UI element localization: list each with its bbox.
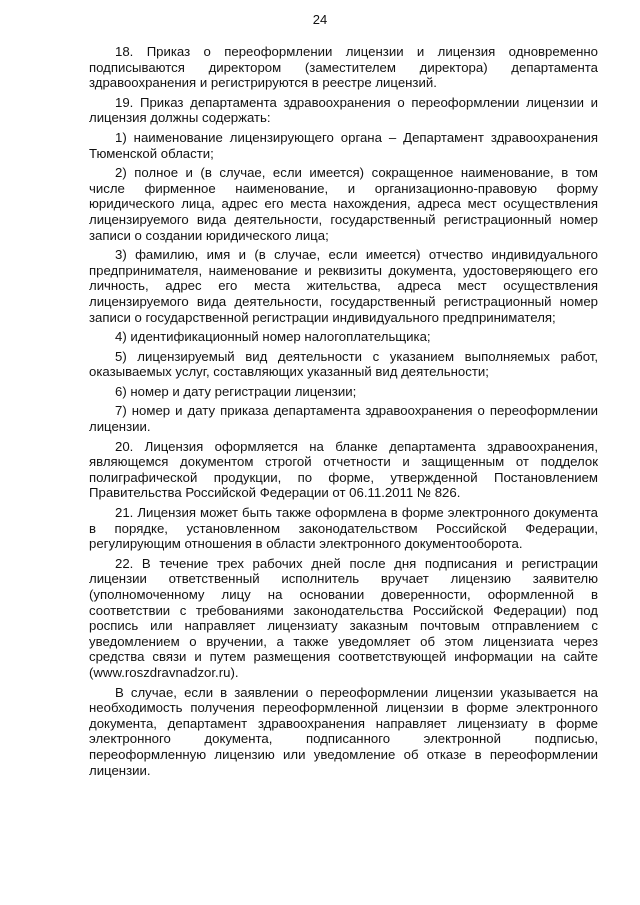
list-item-5: 5) лицензируемый вид деятельности с указанием выполняемых работ, оказываемых услуг, составляющих указанный вид деятельности;: [89, 348, 598, 380]
list-item-7: 7) номер и дату приказа департамента здравоохранения о переоформлении лицензии.: [89, 403, 598, 435]
list-item-6: 6) номер и дату регистрации лицензии;: [115, 383, 357, 399]
paragraph-18: 18. Приказ о переоформлении лицензии и лицензия одновременно подписываются директором (заместителем директора) департамента здравоохранения и регистрируются в реестре лицензий.: [89, 44, 598, 91]
list-item-3: 3) фамилию, имя и (в случае, если имеется) отчество индивидуального предпринимателя, наименование и реквизиты документа, удостоверяющего его личность, адрес его места жительства, адреса мест осуществления лицензируемого вида деятельности, государственный регистрационный номер записи о государственной регистрации индивидуального предпринимателя;: [89, 247, 598, 325]
list-item-4: 4) идентификационный номер налогоплательщика;: [115, 329, 431, 345]
paragraph-20: 20. Лицензия оформляется на бланке департамента здравоохранения, являющемся документом строгой отчетности и защищенным от подделок полиграфической продукции, по форме, утвержденной Постановлением Правительства Российской Федерации от 06.11.2011 № 826.: [89, 438, 598, 501]
paragraph-21: 21. Лицензия может быть также оформлена в форме электронного документа в порядке, установленном законодательством Российской Федерации, регулирующим отношения в области электронного документооборота.: [89, 505, 598, 552]
paragraph-19: 19. Приказ департамента здравоохранения о переоформлении лицензии и лицензия должны содержать:: [89, 94, 598, 126]
list-item-1: 1) наименование лицензирующего органа – Департамент здравоохранения Тюменской области;: [89, 129, 598, 161]
list-item-2: 2) полное и (в случае, если имеется) сокращенное наименование, в том числе фирменное наименование, и организационно-правовую форму юридического лица, адрес его места нахождения, адреса мест осуществления лицензируемого вида деятельности, государственный регистрационный номер записи о создании юридического лица;: [89, 165, 598, 243]
paragraph-22: 22. В течение трех рабочих дней после дня подписания и регистрации лицензии ответственный исполнитель вручает лицензию заявителю (уполномоченному лицу на основании доверенности, оформленной в соответствии с требованиями законодательства Российской Федерации) под роспись или направляет лицензиату заказным почтовым отправлением с уведомлением о вручении, а также уведомляет об этом лицензиата через средства связи и путем размещения соответствующей информации на сайте (www.roszdravnadzor.ru).: [89, 555, 598, 680]
paragraph-electronic-form: В случае, если в заявлении о переоформлении лицензии указывается на необходимость получения переоформленной лицензии в форме электронного документа, департамент здравоохранения направляет лицензиату в форме электронного документа, подписанного электронной подписью, переоформленную лицензию или уведомление об отказе в переоформлении лицензии.: [89, 684, 598, 778]
page-number: 24: [312, 12, 328, 27]
document-body: [89, 44, 598, 778]
